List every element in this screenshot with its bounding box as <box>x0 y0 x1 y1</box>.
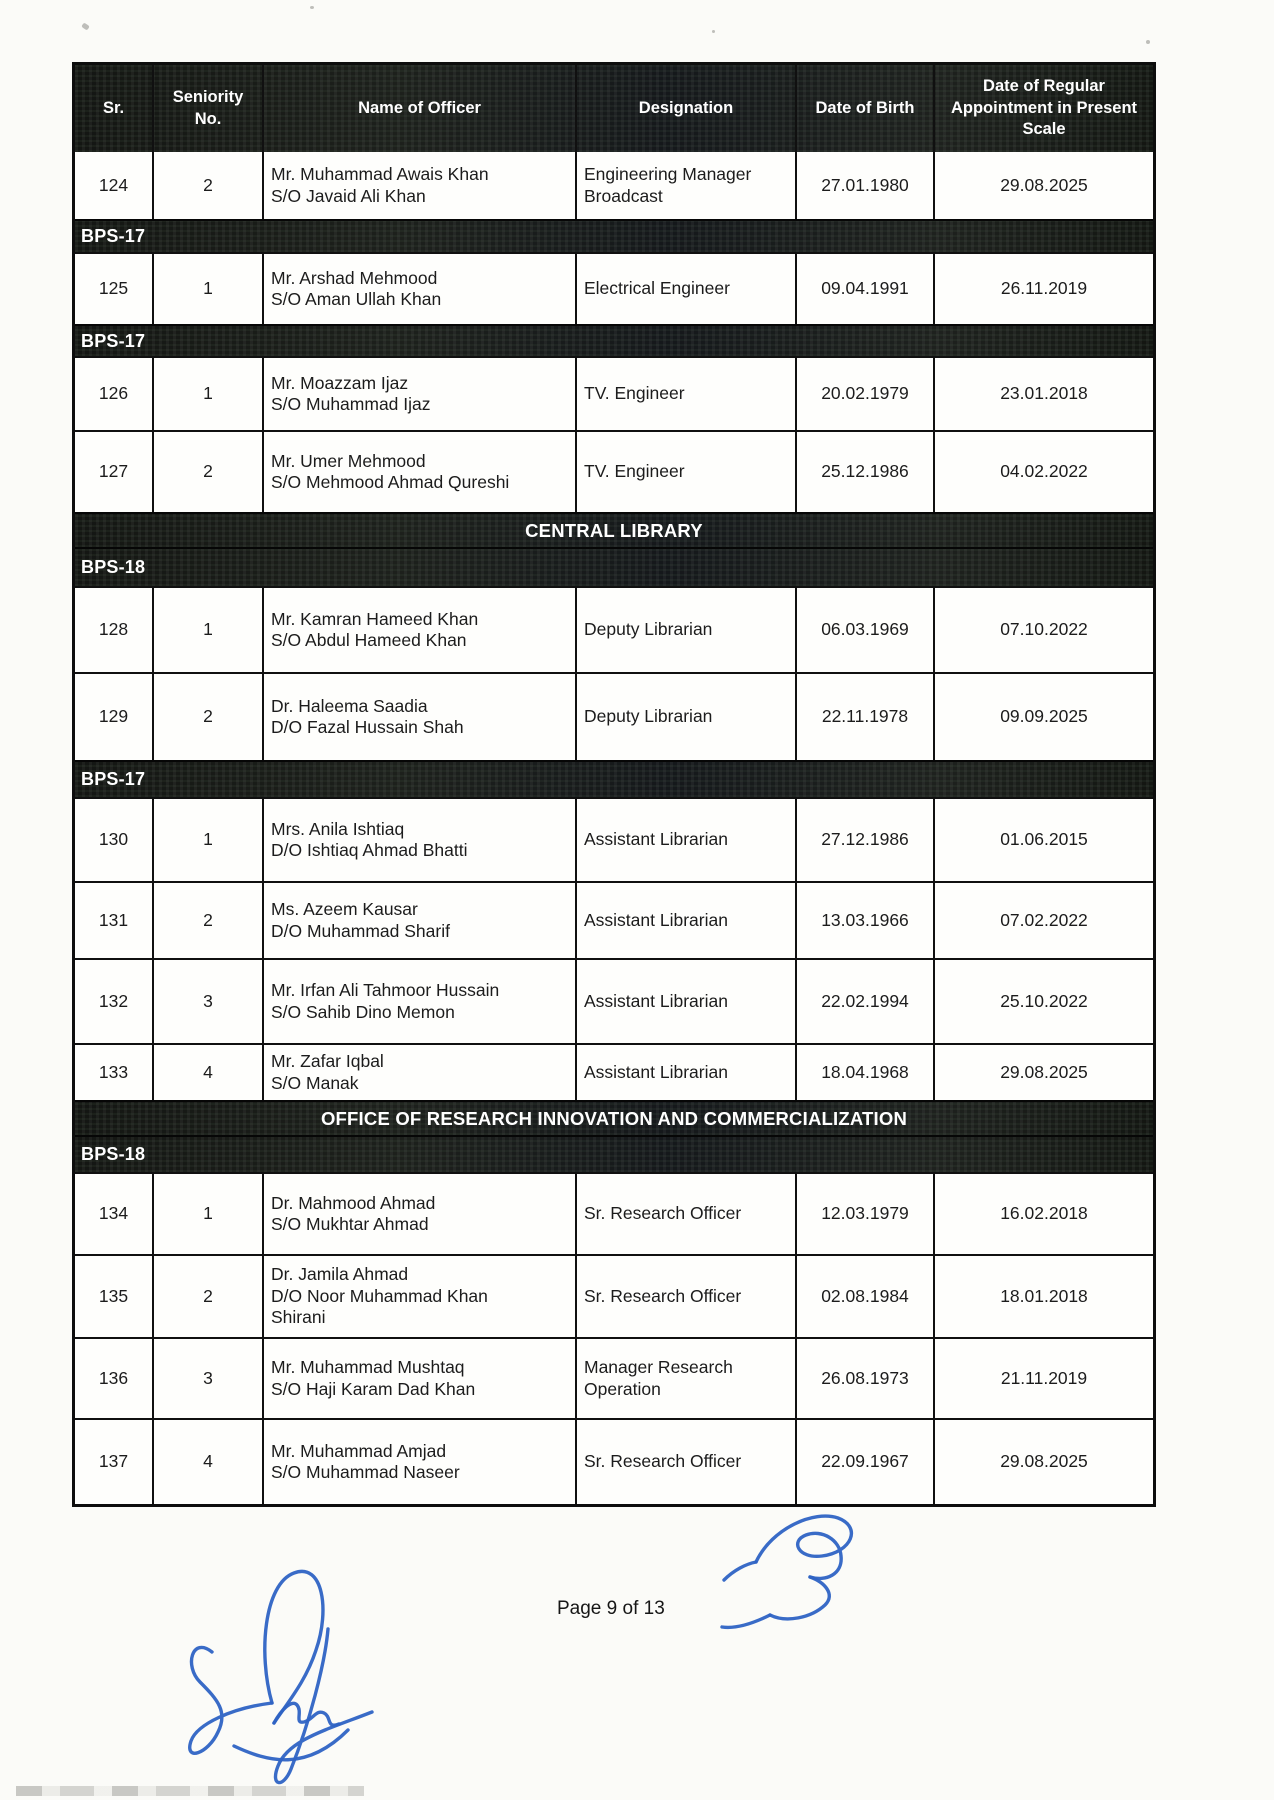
designation-cell: TV. Engineer <box>577 358 797 430</box>
column-header-name-of-officer: Name of Officer <box>264 65 577 152</box>
signature-left <box>176 1534 394 1796</box>
sr-cell: 131 <box>75 883 154 958</box>
seniority-no-cell: 2 <box>154 152 264 219</box>
column-header-sr: Sr. <box>75 65 154 152</box>
designation-cell: Assistant Librarian <box>577 883 797 958</box>
appointment-date-cell: 09.09.2025 <box>1000 706 1088 727</box>
seniority-no-cell: 1 <box>154 254 264 324</box>
officer-name-cell: Mr. Muhammad Awais Khan S/O Javaid Ali Khan <box>264 152 577 219</box>
table-header-row <box>75 65 1153 152</box>
table-row <box>75 881 1153 958</box>
table-row <box>75 430 1153 512</box>
table-row <box>75 1254 1153 1337</box>
date-of-birth-cell: 09.04.1991 <box>797 254 935 324</box>
appointment-date-cell: 04.02.2022 <box>1000 461 1088 482</box>
table-row <box>75 958 1153 1043</box>
table-row <box>75 252 1153 324</box>
appointment-date-cell: 29.08.2025 <box>1000 1061 1088 1082</box>
date-of-birth-cell: 27.01.1980 <box>797 152 935 219</box>
column-header-designation: Designation <box>577 65 797 152</box>
date-of-birth-cell: 25.12.1986 <box>797 432 935 512</box>
scan-noise <box>1146 40 1150 44</box>
sr-cell: 135 <box>75 1256 154 1337</box>
appointment-date-cell: 23.01.2018 <box>1000 383 1088 404</box>
sr-cell: 133 <box>75 1045 154 1100</box>
page-number: Page 9 of 13 <box>557 1598 665 1619</box>
officer-name-cell: Mr. Irfan Ali Tahmoor Hussain S/O Sahib Dino Memon <box>264 960 577 1043</box>
sr-cell: 124 <box>75 152 154 219</box>
table-row <box>75 1418 1153 1504</box>
sr-cell: 125 <box>75 254 154 324</box>
designation-cell: Assistant Librarian <box>577 799 797 881</box>
date-of-birth-cell: 22.09.1967 <box>797 1420 935 1504</box>
designation-cell: Sr. Research Officer <box>577 1256 797 1337</box>
designation-cell: TV. Engineer <box>577 432 797 512</box>
officer-name-cell: Dr. Haleema Saadia D/O Fazal Hussain Shah <box>264 674 577 760</box>
grade-band <box>75 760 1153 797</box>
appointment-date-cell: 29.08.2025 <box>1000 174 1088 195</box>
sr-cell: 130 <box>75 799 154 881</box>
designation-cell: Sr. Research Officer <box>577 1174 797 1254</box>
table-row <box>75 152 1153 219</box>
sr-cell: 126 <box>75 358 154 430</box>
seniority-no-cell: 2 <box>154 1256 264 1337</box>
designation-cell: Assistant Librarian <box>577 1045 797 1100</box>
sr-cell: 132 <box>75 960 154 1043</box>
seniority-no-cell: 2 <box>154 432 264 512</box>
scan-edge-artifact <box>16 1786 364 1796</box>
section-header-label: CENTRAL LIBRARY <box>525 519 703 541</box>
seniority-no-cell: 4 <box>154 1420 264 1504</box>
sr-cell: 134 <box>75 1174 154 1254</box>
officer-name-cell: Mr. Umer Mehmood S/O Mehmood Ahmad Qureshi <box>264 432 577 512</box>
scan-noise <box>310 6 314 9</box>
officer-name-cell: Mr. Moazzam Ijaz S/O Muhammad Ijaz <box>264 358 577 430</box>
appointment-date-cell: 26.11.2019 <box>1000 278 1088 299</box>
grade-band <box>75 1135 1153 1172</box>
officer-name-cell: Mrs. Anila Ishtiaq D/O Ishtiaq Ahmad Bhatti <box>264 799 577 881</box>
scan-noise <box>81 22 90 30</box>
designation-cell: Electrical Engineer <box>577 254 797 324</box>
sr-cell: 137 <box>75 1420 154 1504</box>
scan-noise <box>712 30 715 33</box>
date-of-birth-cell: 26.08.1973 <box>797 1339 935 1418</box>
sr-cell: 136 <box>75 1339 154 1418</box>
officer-name-cell: Mr. Arshad Mehmood S/O Aman Ullah Khan <box>264 254 577 324</box>
designation-cell: Sr. Research Officer <box>577 1420 797 1504</box>
officers-table <box>72 62 1156 1507</box>
appointment-date-cell: 29.08.2025 <box>1000 1451 1088 1472</box>
grade-band-label: BPS-17 <box>81 226 146 246</box>
column-header-date-of-birth: Date of Birth <box>797 65 935 152</box>
grade-band <box>75 547 1153 586</box>
grade-band <box>75 324 1153 356</box>
seniority-no-cell: 2 <box>154 883 264 958</box>
appointment-date-cell: 07.02.2022 <box>1000 909 1088 930</box>
table-row <box>75 672 1153 760</box>
table-body <box>75 152 1153 1504</box>
designation-cell: Deputy Librarian <box>577 588 797 672</box>
sr-cell: 127 <box>75 432 154 512</box>
officer-name-cell: Mr. Muhammad Amjad S/O Muhammad Naseer <box>264 1420 577 1504</box>
date-of-birth-cell: 12.03.1979 <box>797 1174 935 1254</box>
table-row <box>75 1337 1153 1418</box>
date-of-birth-cell: 22.11.1978 <box>797 674 935 760</box>
grade-band <box>75 219 1153 252</box>
appointment-date-cell: 16.02.2018 <box>1000 1203 1088 1224</box>
appointment-date-cell: 21.11.2019 <box>1000 1367 1088 1388</box>
officer-name-cell: Dr. Jamila Ahmad D/O Noor Muhammad Khan Shirani <box>264 1256 577 1337</box>
appointment-date-cell: 18.01.2018 <box>1000 1285 1088 1306</box>
table-row <box>75 356 1153 430</box>
date-of-birth-cell: 06.03.1969 <box>797 588 935 672</box>
section-header-label: OFFICE OF RESEARCH INNOVATION AND COMMERCIALIZATION <box>320 1107 908 1129</box>
officer-name-cell: Mr. Kamran Hameed Khan S/O Abdul Hameed Khan <box>264 588 577 672</box>
grade-band-label: BPS-17 <box>81 769 146 789</box>
seniority-no-cell: 3 <box>154 1339 264 1418</box>
date-of-birth-cell: 20.02.1979 <box>797 358 935 430</box>
officer-name-cell: Dr. Mahmood Ahmad S/O Mukhtar Ahmad <box>264 1174 577 1254</box>
sr-cell: 129 <box>75 674 154 760</box>
appointment-date-cell: 01.06.2015 <box>1000 829 1088 850</box>
table-row <box>75 1043 1153 1100</box>
date-of-birth-cell: 13.03.1966 <box>797 883 935 958</box>
seniority-no-cell: 2 <box>154 674 264 760</box>
seniority-no-cell: 1 <box>154 588 264 672</box>
column-header-date-of-regular-appointment: Date of Regular Appointment in Present Scale <box>950 77 1138 139</box>
section-header <box>75 512 1153 547</box>
designation-cell: Deputy Librarian <box>577 674 797 760</box>
designation-cell: Assistant Librarian <box>577 960 797 1043</box>
grade-band-label: BPS-17 <box>81 330 146 351</box>
date-of-birth-cell: 02.08.1984 <box>797 1256 935 1337</box>
table-row <box>75 586 1153 672</box>
table-row <box>75 1172 1153 1254</box>
grade-band-label: BPS-18 <box>81 1144 146 1164</box>
grade-band-label: BPS-18 <box>81 557 146 577</box>
officer-name-cell: Ms. Azeem Kausar D/O Muhammad Sharif <box>264 883 577 958</box>
seniority-no-cell: 1 <box>154 799 264 881</box>
date-of-birth-cell: 18.04.1968 <box>797 1045 935 1100</box>
signature-right <box>710 1510 898 1638</box>
seniority-no-cell: 1 <box>154 1174 264 1254</box>
section-header <box>75 1100 1153 1135</box>
officer-name-cell: Mr. Zafar Iqbal S/O Manak <box>264 1045 577 1100</box>
date-of-birth-cell: 22.02.1994 <box>797 960 935 1043</box>
officer-name-cell: Mr. Muhammad Mushtaq S/O Haji Karam Dad Khan <box>264 1339 577 1418</box>
seniority-no-cell: 3 <box>154 960 264 1043</box>
appointment-date-cell: 07.10.2022 <box>1000 619 1088 640</box>
table-row <box>75 797 1153 881</box>
seniority-no-cell: 1 <box>154 358 264 430</box>
seniority-no-cell: 4 <box>154 1045 264 1100</box>
appointment-date-cell: 25.10.2022 <box>1000 990 1088 1011</box>
sr-cell: 128 <box>75 588 154 672</box>
designation-cell: Manager Research Operation <box>577 1339 797 1418</box>
designation-cell: Engineering Manager Broadcast <box>577 152 797 219</box>
date-of-birth-cell: 27.12.1986 <box>797 799 935 881</box>
column-header-seniority-no: Seniority No. <box>154 65 264 152</box>
